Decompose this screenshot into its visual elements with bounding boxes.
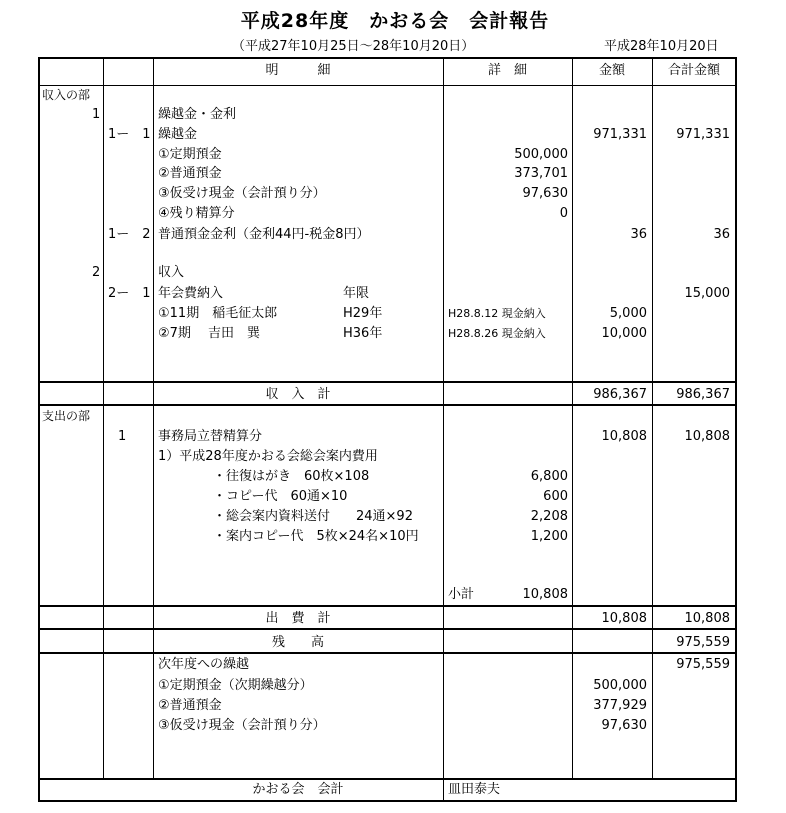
list-item: ②普通預金	[158, 166, 222, 181]
expense-sum-total: 10,808	[684, 611, 730, 626]
expense-sum-amount: 10,808	[601, 611, 647, 626]
income-section-label: 収入の部	[42, 88, 91, 102]
expense-sum-label: 出 費 計	[265, 611, 331, 626]
income-row1-total: 971,331	[676, 127, 730, 142]
income-group1-title: 繰越金・金利	[158, 107, 237, 122]
table-row: ②7期 吉田 巽	[158, 326, 261, 341]
header-amount: 金額	[598, 63, 625, 78]
member-detail: H28.8.12 現金納入	[448, 307, 546, 320]
list-item-detail: 600	[543, 489, 568, 504]
treasurer-name: 皿田泰夫	[448, 782, 501, 797]
subtotal-label: 小計	[448, 587, 475, 602]
footer-label: かおる会 会計	[252, 782, 344, 797]
list-item-detail: 373,701	[514, 166, 568, 181]
list-item-amount: 500,000	[593, 678, 647, 693]
income-row1-no: 1ー 1	[108, 127, 151, 142]
income-group2-title: 収入	[158, 265, 185, 280]
member-amount: 10,000	[601, 326, 647, 341]
expense-amount: 10,808	[601, 429, 647, 444]
member-amount: 5,000	[609, 306, 647, 321]
income-sum-label: 収 入 計	[265, 387, 331, 402]
header-detail: 詳 細	[487, 63, 527, 78]
income-sum-total: 986,367	[676, 387, 730, 402]
balance-total: 975,559	[676, 635, 730, 650]
document-title: 平成28年度 かおる会 会計報告	[240, 10, 550, 32]
list-item: ・案内コピー代 5枚×24名×10円	[213, 529, 419, 544]
list-item-detail: 500,000	[514, 147, 568, 162]
list-item: ・総会案内資料送付 24通×92	[213, 509, 413, 524]
income-row2-label: 普通預金金利（金利44円-税金8円）	[158, 227, 370, 242]
income-group1-no: 1	[92, 107, 101, 122]
expense-section-label: 支出の部	[42, 409, 91, 423]
income-row2-total: 36	[713, 227, 730, 242]
expense-title: 事務局立替精算分	[158, 429, 263, 444]
member-limit: H36年	[343, 326, 383, 341]
report-date: 平成28年10月20日	[604, 39, 719, 54]
list-item: ①定期預金	[158, 147, 222, 162]
list-item-detail: 1,200	[530, 529, 568, 544]
list-item-amount: 97,630	[601, 718, 647, 733]
list-item: ③仮受け現金（会計預り分）	[158, 718, 326, 733]
list-item-detail: 6,800	[530, 469, 568, 484]
income-row3-total: 15,000	[684, 286, 730, 301]
income-row2-amount: 36	[630, 227, 647, 242]
table-row: ①11期 稲毛征太郎	[158, 306, 278, 321]
carry-total: 975,559	[676, 657, 730, 672]
income-row3-no: 2ー 1	[108, 286, 151, 301]
period-text: （平成27年10月25日～28年10月20日）	[232, 39, 475, 54]
list-item-detail: 2,208	[530, 509, 568, 524]
member-limit: H29年	[343, 306, 383, 321]
header-total: 合計金額	[667, 63, 720, 78]
income-sum-amount: 986,367	[593, 387, 647, 402]
list-item: ③仮受け現金（会計預り分）	[158, 186, 326, 201]
subtotal-value: 10,808	[522, 587, 568, 602]
income-row2-no: 1ー 2	[108, 227, 151, 242]
expense-subtitle: 1）平成28年度かおる会総会案内費用	[158, 449, 378, 464]
income-group2-no: 2	[92, 265, 101, 280]
expense-total: 10,808	[684, 429, 730, 444]
expense-no: 1	[118, 429, 127, 444]
list-item: ④残り精算分	[158, 206, 235, 221]
list-item-detail: 97,630	[522, 186, 568, 201]
list-item-amount: 377,929	[593, 698, 647, 713]
list-item-detail: 0	[559, 206, 568, 221]
list-item: ②普通預金	[158, 698, 222, 713]
list-item: ・往復はがき 60枚×108	[213, 469, 370, 484]
carry-title: 次年度への繰越	[158, 657, 250, 672]
income-row3-label: 年会費納入	[158, 286, 224, 301]
list-item: ①定期預金（次期繰越分）	[158, 678, 313, 693]
member-detail: H28.8.26 現金納入	[448, 327, 546, 340]
income-row1-amount: 971,331	[593, 127, 647, 142]
header-description: 明 細	[265, 63, 331, 78]
income-row3-limit: 年限	[343, 286, 370, 301]
balance-label: 残 高	[271, 635, 324, 650]
income-row1-label: 繰越金	[158, 127, 198, 142]
list-item: ・コピー代 60通×10	[213, 489, 348, 504]
